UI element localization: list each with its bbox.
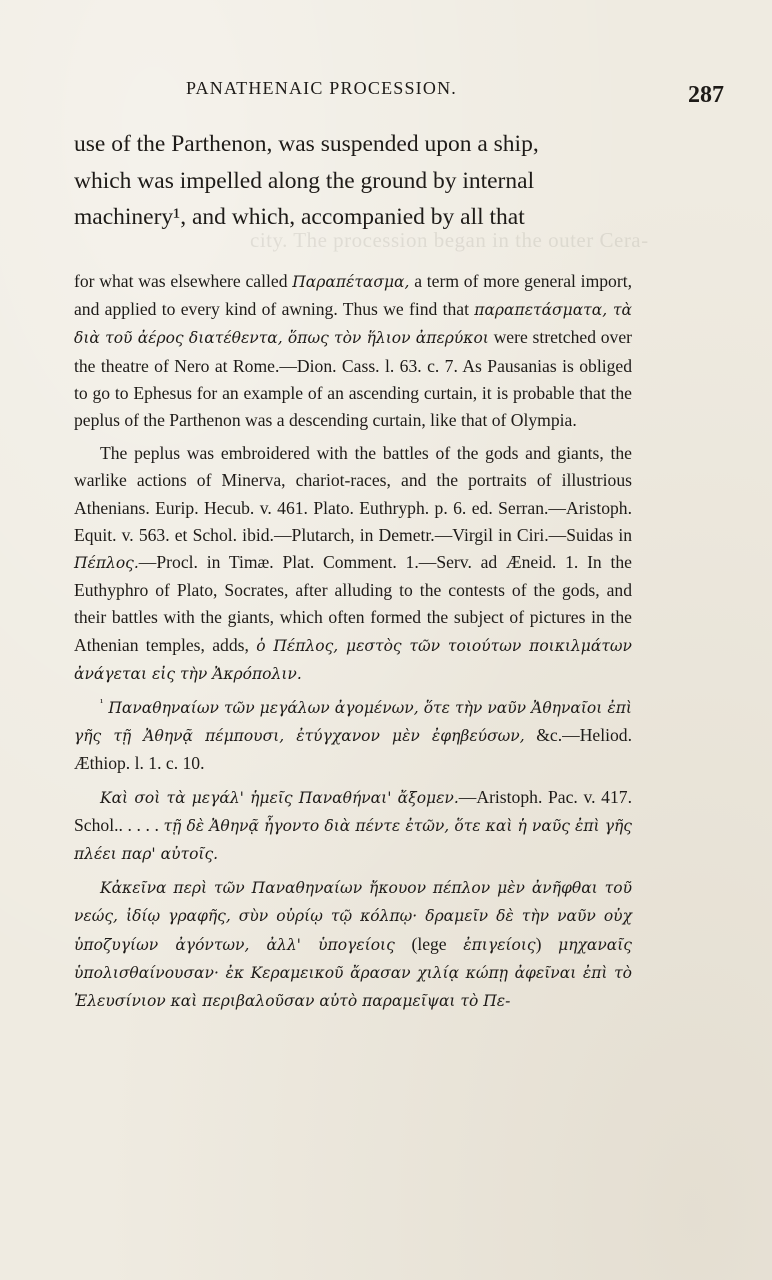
greek-text: μηχαναῖς ὑπολισθαίνουσαν· ἐκ Κεραμεικοῦ ἄρασαν χιλίᾳ κώπῃ ἀφεῖναι ἐπὶ τὸ Ἐλευσίνιον καὶ περιβαλοῦσαν αὐτὸ παραμεῖψαι τὸ Πε- — [74, 935, 632, 1011]
footnote-paragraph — [74, 784, 632, 869]
footnote-mark: ¹ — [100, 697, 104, 710]
greek-text: Πέπλος. — [74, 554, 139, 573]
main-text-line: machinery¹, and which, accompanied by all that — [74, 204, 525, 230]
page-number: 287 — [688, 82, 724, 108]
greek-text: Καὶ σοὶ τὰ μεγάλ' ἡμεῖς Παναθήναι' ἄξομεν. — [100, 788, 459, 807]
greek-text: τῇ δὲ Ἀθηνᾷ ἦγοντο διὰ πέντε ἐτῶν, ὅτε καὶ ἡ ναῦς ἐπὶ γῆς πλέει παρ' αὐτοῖς. — [74, 816, 632, 864]
main-text-block — [74, 126, 634, 236]
greek-text: ὁ Πέπλος, μεστὸς τῶν τοιούτων ποικιλμάτων ἀνάγεται εἰς τὴν Ἀκρόπολιν. — [74, 636, 632, 683]
footnote-paragraph — [74, 268, 632, 434]
greek-text: ἐπιγείοις — [463, 935, 536, 954]
greek-text: Κἀκεῖνα περὶ τῶν Παναθηναίων ἤκουον πέπλον μὲν ἀνῆφθαι τοῦ νεώς, ἰδίῳ γραφῆς, σὺν οὐρίῳ τῷ κόλπῳ· δραμεῖν δὲ τὴν ναῦν οὐχ ὑποζυγίων ἀγόντων, ἀλλ' ὑπογείοις — [74, 879, 632, 954]
note-text: ) — [535, 933, 559, 954]
main-text-line: which was impelled along the ground by internal — [74, 167, 535, 194]
note-text: for what was elsewhere called — [74, 271, 293, 291]
footnote-paragraph — [74, 440, 632, 688]
running-head: PANATHENAIC PROCESSION. — [186, 78, 457, 98]
bleed-through-text: city. The procession began in the outer Cera- — [250, 228, 649, 252]
greek-text: Παναθηναίων τῶν μεγάλων ἀγομένων, ὅτε τὴν ναῦν Ἀθηναῖοι ἐπὶ γῆς τῇ Ἀθηνᾷ πέμπουσι, ἐτύγχανον μὲν ἐφηβεύσων, — [74, 699, 632, 746]
footnotes — [74, 268, 632, 1015]
footnote-paragraph — [74, 874, 632, 1015]
greek-text: παραπετάσματα, τὰ διὰ τοῦ ἀέρος διατέθεντα, ὅπως τὸν ἥλιον ἀπερύκοι — [74, 301, 633, 348]
note-text: The peplus was embroidered with the battles of the gods and giants, the warlike actions of Minerva, chariot-races, and the portraits of illustrious Athenians. Eurip. Hecub. v. 461. Plato. Euthryph. p. 6. ed. Serran.—Aristoph. Equit. v. 563. et Schol. ibid.—Plutarch, in Demetr.—Virgil in Ciri.—Suidas in — [74, 443, 632, 545]
note-text: —Aristoph. Pac. v. 417. Schol.. . . . . — [74, 786, 632, 835]
note-text: (lege — [394, 933, 464, 954]
note-text: were stretched over the theatre of Nero at Rome.—Dion. Cass. l. 63. c. 7. As Pausanias is obliged to go to Ephesus for an example of an ascending curtain, it is probable that the peplus of the Parthenon was a descending curtain, like that of Olympia. — [74, 327, 632, 431]
footnote-paragraph — [74, 694, 632, 778]
note-text: a term of more general import, and applied to every kind of awning. Thus we find that — [74, 271, 632, 320]
main-text-line: use of the Parthenon, was suspended upon a ship, — [74, 131, 539, 157]
note-text: —Procl. in Timæ. Plat. Comment. 1.—Serv. ad Æneid. 1. In the Euthyphro of Plato, Socrates, after alluding to the contests of the gods, and their battles with the giants, which often formed the subject of pictures in the Athenian temples, adds, — [74, 552, 632, 655]
note-text: &c.—Heliod. Æthiop. l. 1. c. 10. — [74, 725, 632, 774]
greek-text: Παραπέτασμα, — [292, 273, 410, 291]
